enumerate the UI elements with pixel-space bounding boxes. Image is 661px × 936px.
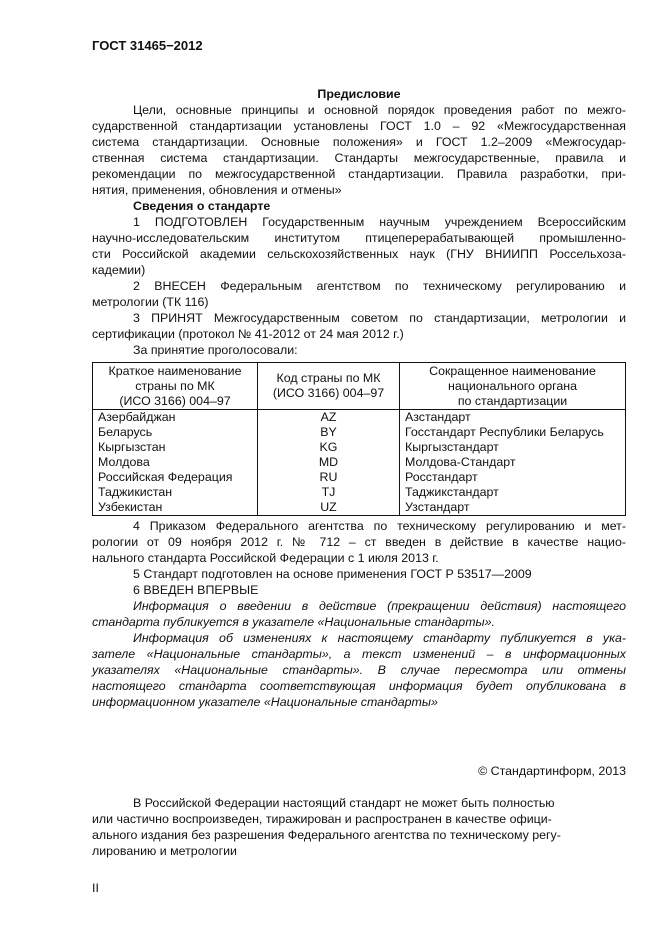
text-line: сертификации (протокол № 41-2012 от 24 мая 2012 г.) bbox=[92, 327, 404, 341]
cell-national-body: Росстандарт bbox=[400, 470, 626, 485]
cell-national-body: Таджикстандарт bbox=[400, 485, 626, 500]
about-item-5: 5 Стандарт подготовлен на основе применения ГОСТ Р 53517—2009 bbox=[133, 567, 532, 581]
text-line: рекомендации по межгосударственной стандартизации. Правила разработки, при- bbox=[92, 167, 626, 181]
cell-country-name: Кыргызстан bbox=[93, 440, 258, 455]
text-line: 3 ПРИНЯТ Межгосударственным советом по стандартизации, метрологии и bbox=[133, 311, 626, 325]
text-line: Цели, основные принципы и основной порядок проведения работ по межго- bbox=[133, 103, 626, 117]
cell-country-code: BY bbox=[258, 425, 400, 440]
text-line: информационном указателе «Национальные стандарты» bbox=[92, 695, 438, 709]
table-row bbox=[93, 425, 626, 440]
table-row bbox=[93, 470, 626, 485]
cell-country-name: Молдова bbox=[93, 455, 258, 470]
header-country-name: Краткое наименование страны по МК (ИСО 3166) 004–97 bbox=[93, 363, 258, 410]
text-line: указателях «Национальные стандарты». В случае пересмотра или отмены bbox=[92, 663, 626, 677]
about-item-1 bbox=[92, 214, 626, 278]
cell-national-body: Азстандарт bbox=[400, 410, 626, 426]
text-line: научно-исследовательским институтом птицеперерабатывающей промышленно- bbox=[92, 231, 626, 245]
text-line: система стандартизации. Основные положения» и ГОСТ 1.2–2009 «Межгосудар- bbox=[92, 135, 626, 149]
text-line: сударственной стандартизации установлены ГОСТ 1.0 – 92 «Межгосударственная bbox=[92, 119, 626, 133]
table-row bbox=[93, 500, 626, 516]
info-introduction bbox=[92, 598, 626, 630]
cell-national-body: Молдова-Стандарт bbox=[400, 455, 626, 470]
text-line: В Российской Федерации настоящий стандарт не может быть полностью bbox=[133, 796, 555, 810]
text-line: стандарта публикуется в указателе «Национальные стандарты». bbox=[92, 615, 495, 629]
info-amendments bbox=[92, 630, 626, 710]
page-number-text: II bbox=[92, 881, 99, 895]
cell-country-name: Азербайджан bbox=[93, 410, 258, 426]
text-line: лированию и метрологии bbox=[92, 844, 237, 858]
text-line: ственная система стандартизации. Стандарты межгосударственные, правила и bbox=[92, 151, 626, 165]
text-line: метрологии (ТК 116) bbox=[92, 295, 209, 309]
cell-country-code: TJ bbox=[258, 485, 400, 500]
cell-country-code: MD bbox=[258, 455, 400, 470]
about-item-3 bbox=[92, 310, 626, 342]
cell-country-name: Таджикистан bbox=[93, 485, 258, 500]
table-row bbox=[93, 485, 626, 500]
cell-national-body: Узстандарт bbox=[400, 500, 626, 516]
about-standard-heading: Сведения о стандарте bbox=[133, 199, 271, 213]
text-line: или частично воспроизведен, тиражирован и распространен в качестве офици- bbox=[92, 812, 552, 826]
cell-country-name: Российская Федерация bbox=[93, 470, 258, 485]
front-matter-top bbox=[92, 86, 626, 358]
text-line: 4 Приказом Федерального агентства по техническому регулированию и мет- bbox=[133, 519, 626, 533]
voted-label: За принятие проголосовали: bbox=[133, 343, 298, 357]
header-country-code: Код страны по МК (ИСО 3166) 004–97 bbox=[258, 363, 400, 410]
text-line: нального стандарта Российской Федерации с 1 июля 2013 г. bbox=[92, 551, 439, 565]
voting-table bbox=[92, 362, 626, 516]
cell-country-code: RU bbox=[258, 470, 400, 485]
text-line: сти Российской академии сельскохозяйственных наук (ГНУ ВНИИПП Россельхоза- bbox=[92, 247, 626, 261]
text-line: нятия, применения, обновления и отмены» bbox=[92, 183, 342, 197]
cell-country-name: Узбекистан bbox=[93, 500, 258, 516]
header-national-body: Сокращенное наименование национального органа по стандартизации bbox=[400, 363, 626, 410]
table-row bbox=[93, 440, 626, 455]
voting-table-wrap bbox=[92, 362, 626, 516]
cell-country-code: KG bbox=[258, 440, 400, 455]
reproduction-notice bbox=[92, 795, 561, 859]
text-line: ального издания без разрешения Федерального агентства по техническому регу- bbox=[92, 828, 561, 842]
foreword-paragraph bbox=[92, 102, 626, 198]
cell-national-body: Кыргызстандарт bbox=[400, 440, 626, 455]
document-number-header: ГОСТ 31465−2012 bbox=[92, 38, 203, 53]
page-number bbox=[92, 880, 99, 896]
text-line: Информация о введении в действие (прекращении действия) настоящего bbox=[133, 599, 626, 613]
text-line: настоящего стандарта соответствующая информация будет опубликована в bbox=[92, 679, 626, 693]
table-header-row bbox=[93, 363, 626, 410]
copyright-text: © Стандартинформ, 2013 bbox=[478, 764, 626, 778]
text-line: 1 ПОДГОТОВЛЕН Государственным научным учреждением Всероссийским bbox=[133, 215, 626, 229]
cell-country-code: UZ bbox=[258, 500, 400, 516]
table-row bbox=[93, 455, 626, 470]
table-row bbox=[93, 410, 626, 426]
text-line: Информация об изменениях к настоящему стандарту публикуется в ука- bbox=[133, 631, 626, 645]
front-matter-bottom bbox=[92, 518, 626, 710]
cell-country-name: Беларусь bbox=[93, 425, 258, 440]
text-line: зателе «Национальные стандарты», а текст изменений – в информационных bbox=[92, 647, 626, 661]
cell-national-body: Госстандарт Республики Беларусь bbox=[400, 425, 626, 440]
cell-country-code: AZ bbox=[258, 410, 400, 426]
about-item-6: 6 ВВЕДЕН ВПЕРВЫЕ bbox=[133, 583, 259, 597]
text-line: рологии от 09 ноября 2012 г. № 712 – ст введен в действие в качестве нацио- bbox=[92, 535, 626, 549]
text-line: 2 ВНЕСЕН Федеральным агентством по техническому регулированию и bbox=[133, 279, 626, 293]
copyright bbox=[478, 763, 626, 779]
foreword-heading: Предисловие bbox=[317, 87, 401, 101]
about-item-4 bbox=[92, 518, 626, 566]
text-line: кадемии) bbox=[92, 263, 146, 277]
about-item-2 bbox=[92, 278, 626, 310]
